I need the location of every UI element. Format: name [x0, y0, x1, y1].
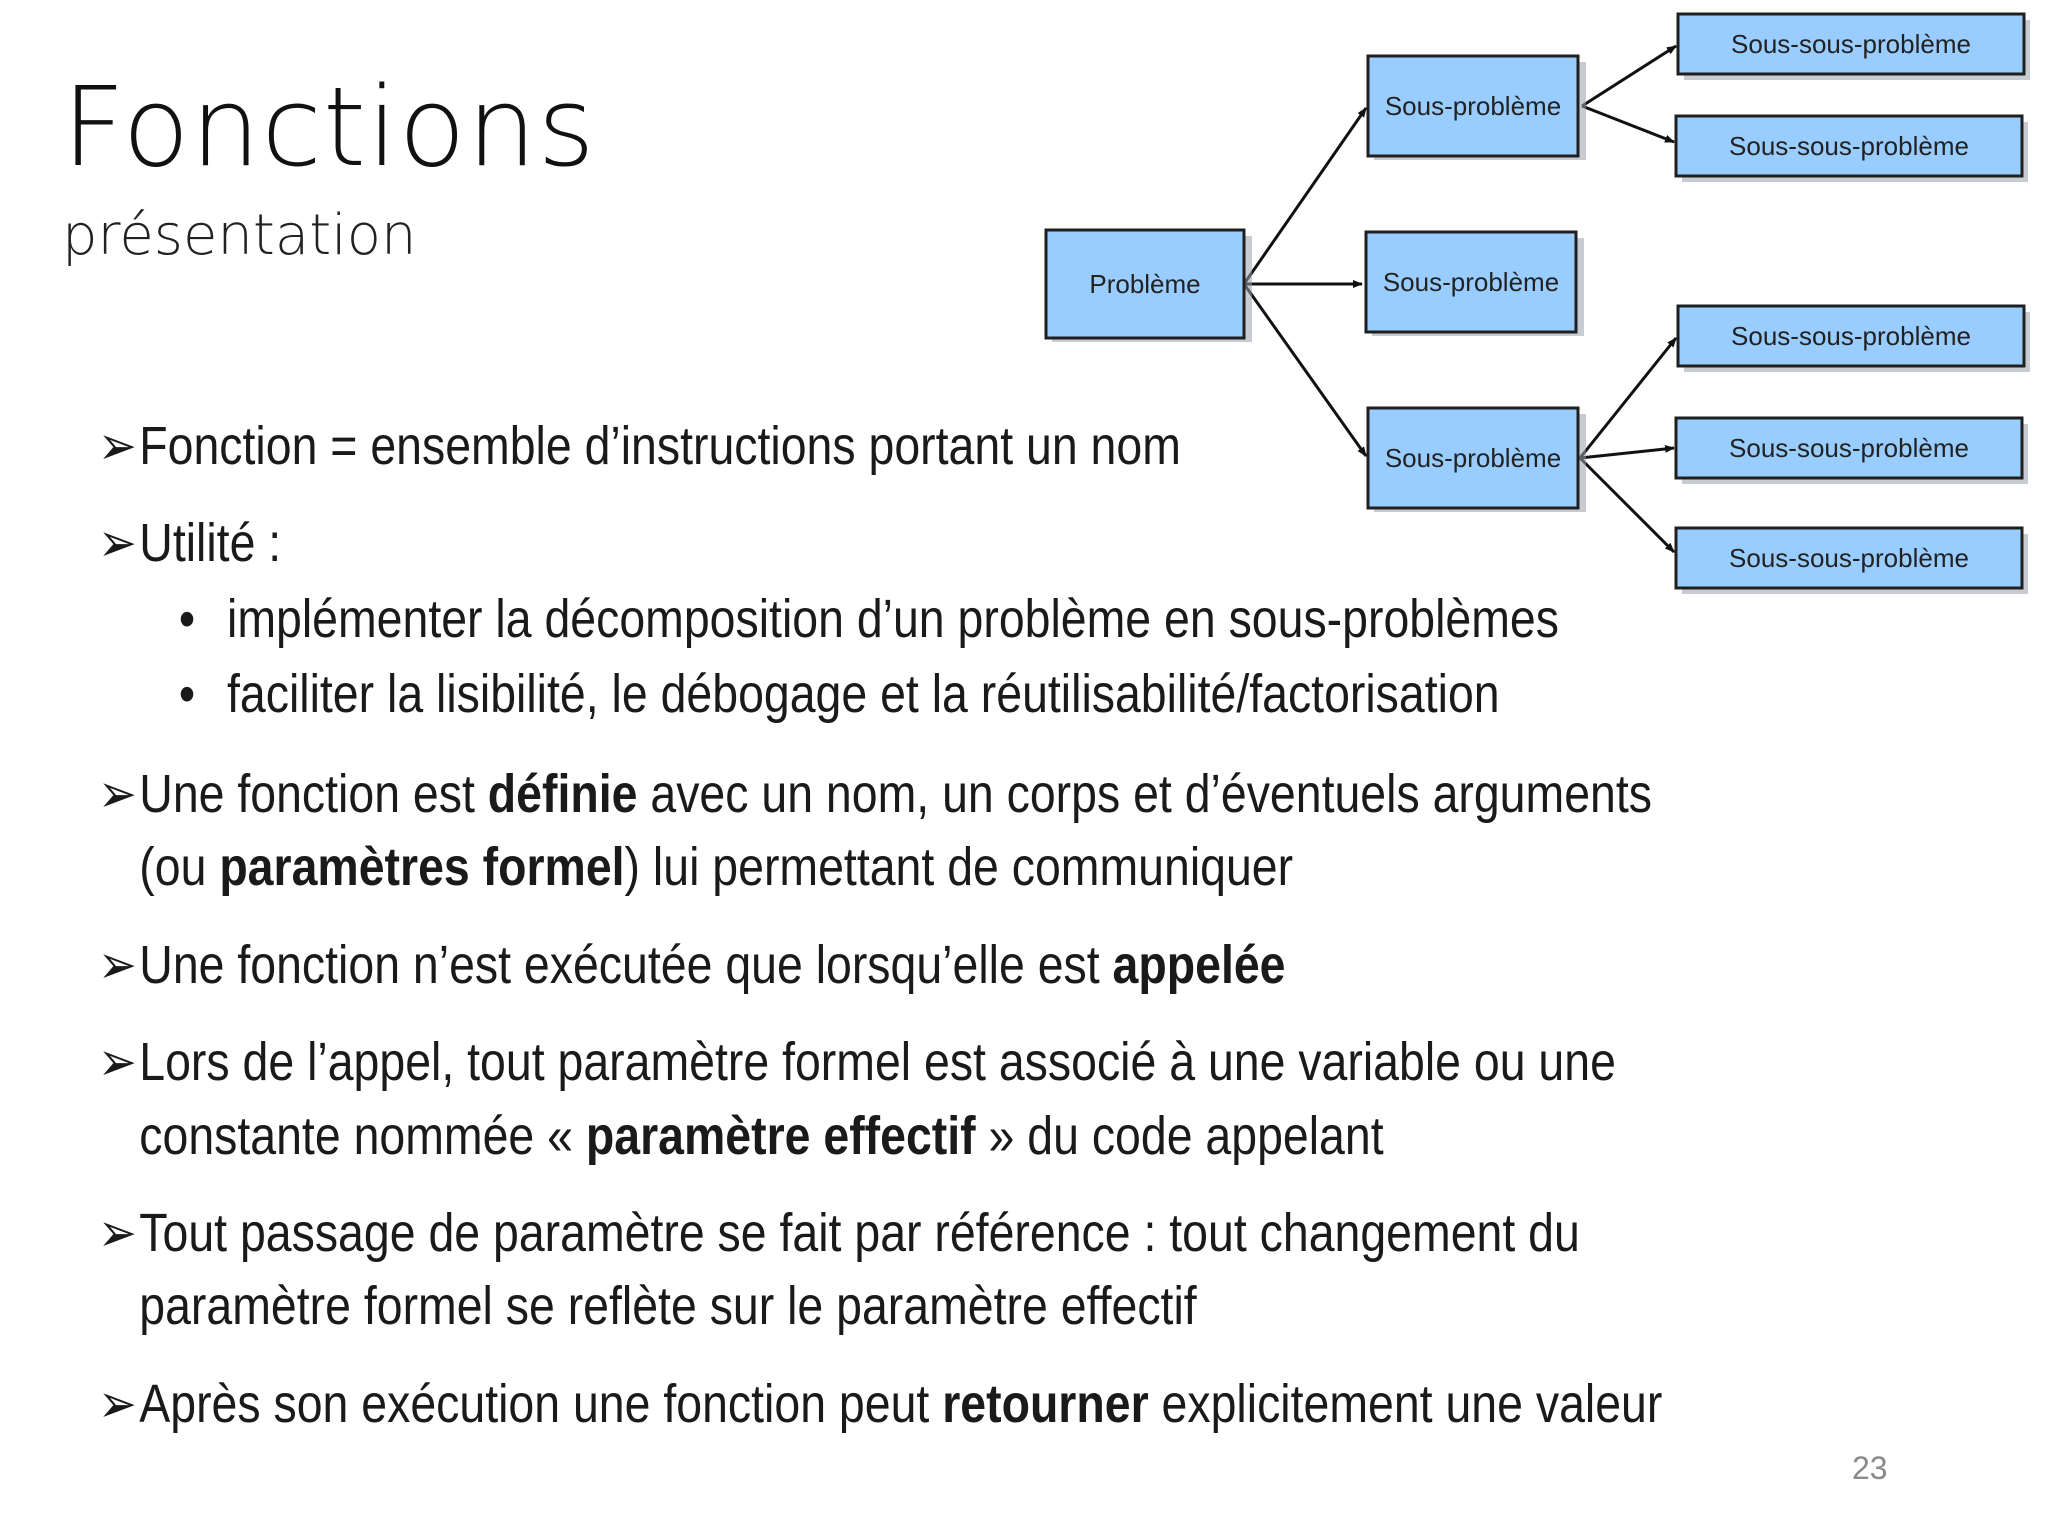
bullet-text: Une fonction est: [139, 763, 488, 824]
sub-bullet-item: [98, 583, 1698, 656]
bold-term: paramètre effectif: [585, 1105, 976, 1166]
bullet-text: avec un nom, un corps et d’éventuels arguments (ou: [139, 763, 1652, 898]
arrow-bullet-icon: ➢: [98, 1032, 137, 1093]
bullet-text: implémenter la décomposition d’un problème en sous-problèmes: [227, 588, 1559, 649]
bullet-item: [98, 410, 1698, 483]
dot-bullet-icon: •: [178, 588, 196, 649]
arrow-bullet-icon: ➢: [98, 513, 137, 574]
node-label: Sous-problème: [1382, 267, 1560, 297]
slide-subtitle: présentation: [62, 203, 417, 268]
page-number: 23: [1852, 1450, 1888, 1486]
bold-term: appelée: [1112, 934, 1286, 995]
arrow-bullet-icon: ➢: [98, 934, 137, 995]
diagram-node-subsubproblem-4: [1676, 418, 2028, 484]
sub-bullet-item: [98, 658, 1698, 731]
bullet-text: » du code appelant: [975, 1105, 1384, 1166]
bullet-text: Une fonction n’est exécutée que lorsqu’elle est: [139, 934, 1113, 995]
bullet-text: Tout passage de paramètre se fait par référence : tout changement du paramètre formel se reflète sur le paramètre effectif: [139, 1202, 1580, 1337]
bullet-item: [98, 1197, 1698, 1344]
node-label: Sous-sous-problème: [1729, 131, 1969, 161]
node-label: Sous-sous-problème: [1731, 29, 1971, 59]
arrow-bullet-icon: ➢: [98, 1373, 137, 1434]
diagram-node-problem: [1046, 230, 1252, 342]
node-label: Sous-sous-problème: [1729, 543, 1969, 573]
arrow-bullet-icon: ➢: [98, 763, 137, 824]
diagram-node-subsubproblem-1: [1678, 14, 2030, 80]
node-label: Problème: [1089, 269, 1201, 299]
arrow-bullet-icon: ➢: [98, 416, 137, 476]
bold-term: retourner: [942, 1373, 1149, 1434]
bullet-text: ) lui permettant de communiquer: [624, 837, 1294, 898]
bullet-item: [98, 929, 1698, 1002]
bullet-text: faciliter la lisibilité, le débogage et la réutilisabilité/factorisation: [227, 664, 1500, 725]
diagram-node-subsubproblem-3: [1678, 306, 2030, 372]
bullet-text: Fonction = ensemble d’instructions portant un nom: [139, 416, 1181, 476]
bullet-text: Lors de l’appel, tout paramètre formel est associé à une variable ou une constante nommée «: [139, 1032, 1616, 1166]
bullet-text: explicitement une valeur: [1148, 1373, 1663, 1434]
arrow-bullet-icon: ➢: [98, 1202, 137, 1263]
diagram-node-subsubproblem-5: [1676, 528, 2028, 594]
diagram-node-subsubproblem-2: [1676, 116, 2028, 182]
diagram-node-subproblem-2: [1366, 232, 1584, 336]
bullet-item: [98, 507, 1698, 580]
bold-term: paramètres formel: [219, 837, 625, 898]
bullet-item: [98, 758, 1698, 905]
bullet-item: [98, 1026, 1698, 1173]
slide-title: Fonctions: [62, 63, 596, 191]
bullet-text: Utilité :: [139, 513, 282, 574]
bullet-item: [98, 1368, 1698, 1441]
bold-term: définie: [487, 763, 638, 824]
node-label: Sous-problème: [1384, 91, 1562, 121]
bullet-text: Après son exécution une fonction peut: [139, 1373, 943, 1434]
node-label: Sous-sous-problème: [1731, 321, 1971, 351]
node-label: Sous-problème: [1384, 443, 1562, 473]
node-label: Sous-sous-problème: [1729, 433, 1969, 463]
diagram-node-subproblem-1: [1368, 56, 1586, 160]
dot-bullet-icon: •: [178, 664, 196, 725]
bullet-list: [98, 410, 1698, 1441]
